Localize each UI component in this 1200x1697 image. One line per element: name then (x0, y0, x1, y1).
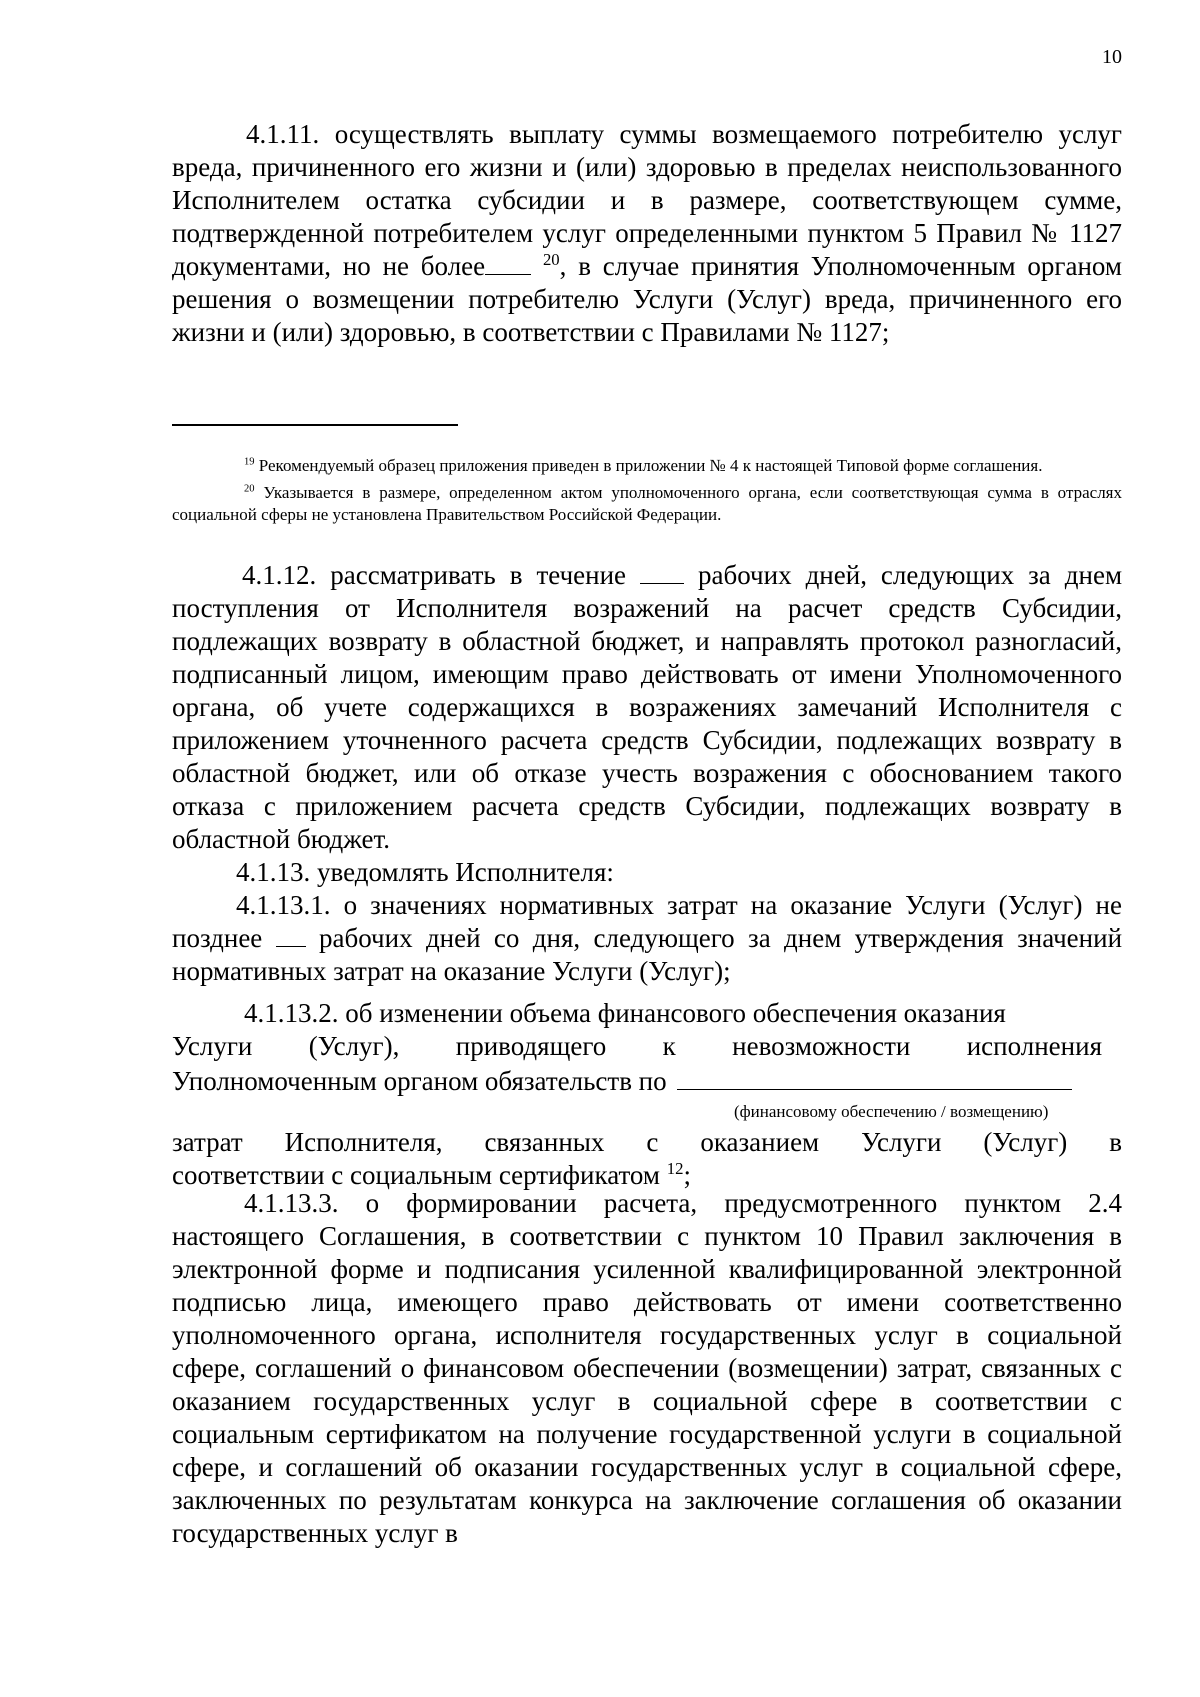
paragraph-4-1-12 (172, 559, 1122, 856)
paragraph-4-1-13-1-text-b: рабочих дней со дня, следующего за днем утверждения значений нормативных затрат на оказание Услуги (Услуг); (172, 923, 1123, 986)
page-number: 10 (1102, 46, 1122, 68)
paragraph-4-1-13-2-line2 (172, 1030, 1102, 1063)
blank-field-days (276, 924, 306, 947)
footnote-ref-12: 12 (666, 1159, 684, 1178)
word: связанных (484, 1127, 605, 1157)
word: Исполнителя, (284, 1127, 443, 1157)
footnote-text: Рекомендуемый образец приложения приведен в приложении № 4 к настоящей Типовой форме соглашения. (258, 456, 1043, 475)
footnote-number: 19 (244, 456, 255, 468)
word: Услуги (172, 1031, 253, 1061)
word: невозможности (732, 1031, 911, 1061)
blank-field-obligation-type (677, 1063, 1072, 1090)
paragraph-4-1-12-text-a: 4.1.12. рассматривать в течение (242, 560, 627, 590)
paragraph-4-1-13-2-line4 (172, 1126, 1122, 1159)
paragraph-4-1-12-text-b: рабочих дней, следующих за днем поступления от Исполнителя возражений на расчет средств Субсидии, подлежащих возврату в областной бюджет, и направлять протокол разногласий, подписанный лицом, имеющим право действовать от имени Уполномоченного органа, об учете содержащихся в возражениях замечаний Исполнителя с приложением уточненного расчета средств Субсидии, подлежащих возврату в областной бюджет, или об отказе учесть возражения с обоснованием такого отказа с приложением расчета средств Субсидии, подлежащих возврату в областной бюджет. (172, 560, 1123, 854)
section-4-1-12 (172, 559, 1122, 988)
footnote-20 (172, 482, 1122, 526)
word: приводящего (455, 1031, 607, 1061)
word: с (646, 1127, 659, 1157)
word: в (1109, 1127, 1122, 1157)
word: затрат (172, 1127, 243, 1157)
footnote-ref-20: 20 (542, 250, 560, 269)
line-end-punctuation: ; (683, 1160, 692, 1190)
word: исполнения (966, 1031, 1102, 1061)
footnote-separator (172, 424, 458, 426)
footnote-text: Указывается в размере, определенном актом уполномоченного органа, если соответствующая сумма в отраслях социальной сферы не установлена Правительством Российской Федерации. (172, 483, 1122, 524)
paragraph-4-1-13-1-text-a: 4.1.13.1. о значениях нормативных затрат на оказание Услуги (Услуг) не позднее (172, 890, 1122, 953)
paragraph-4-1-11-text-b: , в случае принятия Уполномоченным органом решения о возмещении потребителю Услуги (Услуг) вреда, причиненного его жизни и (или) здоровью, в соответствии с Правилами № 1127; (172, 251, 1122, 347)
paragraph-4-1-11-text-a: 4.1.11. осуществлять выплату суммы возмещаемого потребителю услуг вреда, причиненного его жизни и (или) здоровью в пределах неиспользованного Исполнителем остатка субсидии и в размере, соответствующем сумме, подтвержденной потребителем услуг определенными пунктом 5 Правил № 1127 документами, но не более (172, 119, 1122, 281)
footnotes (172, 455, 1122, 531)
word: (Услуг) (983, 1127, 1068, 1157)
word: оказанием (700, 1127, 820, 1157)
paragraph-4-1-13-3: 4.1.13.3. о формировании расчета, предусмотренного пунктом 2.4 настоящего Соглашения, в соответствии с пунктом 10 Правил заключения в электронной форме и подписания усиленной квалифицированной электронной подписью лица, имеющего право действовать от имени соответственно уполномоченного органа, исполнителя государственных услуг в социальной сфере, соглашений о финансовом обеспечении (возмещении) затрат, связанных с оказанием государственных услуг в социальной сфере в соответствии с социальным сертификатом на получение государственной услуги в социальной сфере, и соглашений об оказании государственных услуг в социальной сфере, заключенных по результатам конкурса на заключение соглашения об оказании государственных услуг в (172, 1188, 1122, 1548)
paragraph-4-1-13-2-line3 (172, 1063, 1122, 1098)
blank-field-amount (485, 252, 531, 275)
footnote-19 (172, 455, 1122, 477)
footnote-number: 20 (244, 483, 255, 495)
section-4-1-13-2 (172, 997, 1122, 1192)
section-4-1-13-3 (172, 1187, 1122, 1550)
paragraph-4-1-13: 4.1.13. уведомлять Исполнителя: (236, 857, 614, 887)
word: к (662, 1031, 676, 1061)
blank-field-days (640, 561, 684, 584)
paragraph-4-1-11 (172, 118, 1122, 349)
paragraph-4-1-13-1 (172, 889, 1122, 988)
word: Услуги (861, 1127, 942, 1157)
word: (Услуг), (308, 1031, 400, 1061)
paragraph-4-1-13-2-line1: 4.1.13.2. об изменении объема финансового обеспечения оказания (244, 998, 1006, 1028)
certificate-text: соответствии с социальным сертификатом (172, 1160, 661, 1190)
blank-field-caption: (финансовому обеспечению / возмещению) (734, 1102, 1049, 1121)
obligations-text: Уполномоченным органом обязательств по (172, 1066, 667, 1096)
section-4-1-11 (172, 118, 1122, 349)
